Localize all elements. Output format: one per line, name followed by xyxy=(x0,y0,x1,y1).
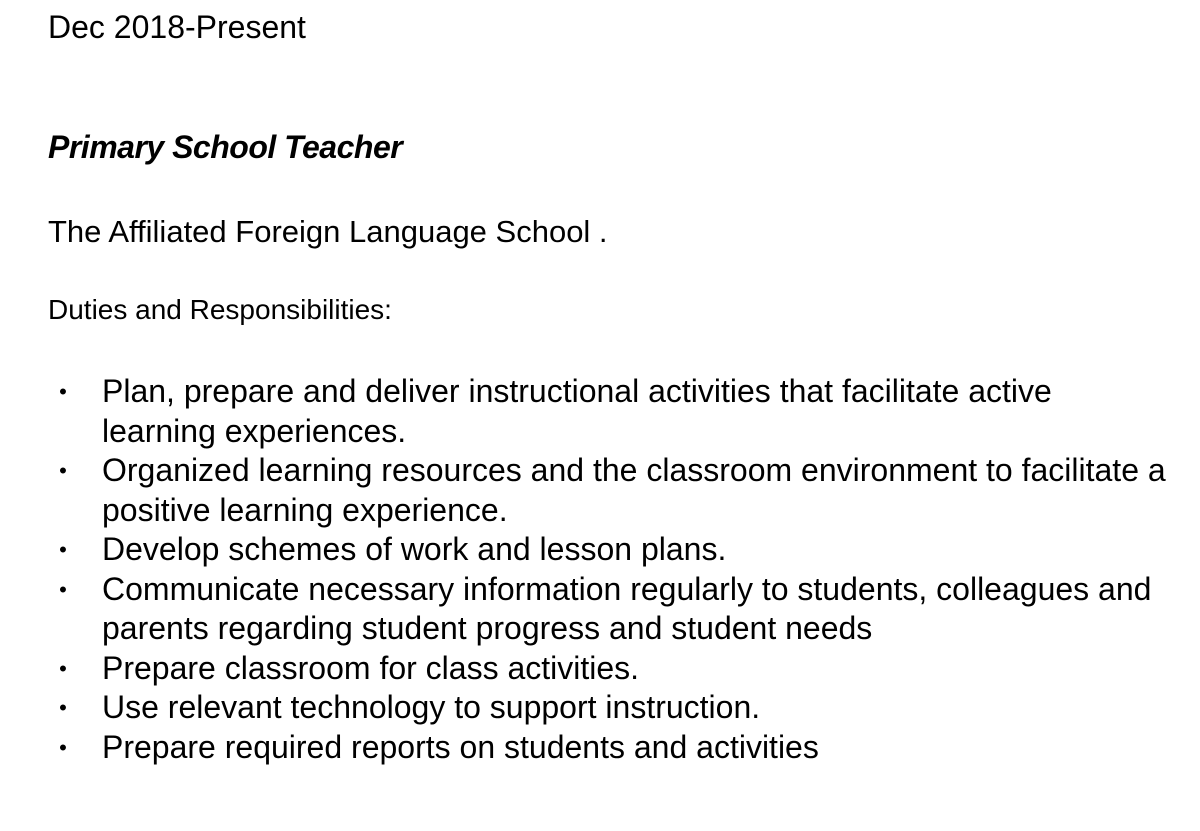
bullet-icon: • xyxy=(59,537,67,562)
bullet-icon: • xyxy=(59,458,67,483)
duty-text: Prepare required reports on students and activities xyxy=(102,728,819,765)
duty-text: Use relevant technology to support instruction. xyxy=(102,689,761,725)
duty-item xyxy=(48,530,1168,570)
duty-text: Prepare classroom for class activities. xyxy=(102,649,640,686)
employer-name: The Affiliated Foreign Language School . xyxy=(48,214,608,249)
duty-text: Plan, prepare and deliver instructional activities that facilitate active learning experiences. xyxy=(102,373,1052,449)
duty-item xyxy=(48,649,1168,689)
duties-list xyxy=(48,372,1168,767)
bullet-icon: • xyxy=(59,695,67,720)
bullet-icon: • xyxy=(59,655,67,681)
bullet-icon: • xyxy=(59,734,67,760)
duty-item xyxy=(48,688,1168,728)
employment-date-range: Dec 2018-Present xyxy=(48,9,306,45)
duty-item xyxy=(48,728,1168,768)
duty-text: Organized learning resources and the classroom environment to facilitate a positive learning experience. xyxy=(102,452,1166,528)
duty-text: Communicate necessary information regularly to students, colleagues and parents regarding student progress and student needs xyxy=(102,570,1152,646)
bullet-icon: • xyxy=(59,379,67,404)
bullet-icon: • xyxy=(59,576,67,602)
duty-item xyxy=(48,451,1168,530)
job-title: Primary School Teacher xyxy=(48,129,403,165)
duties-heading: Duties and Responsibilities: xyxy=(48,294,392,325)
duty-item xyxy=(48,570,1168,649)
duty-text: Develop schemes of work and lesson plans. xyxy=(102,531,727,567)
duty-item xyxy=(48,372,1168,451)
